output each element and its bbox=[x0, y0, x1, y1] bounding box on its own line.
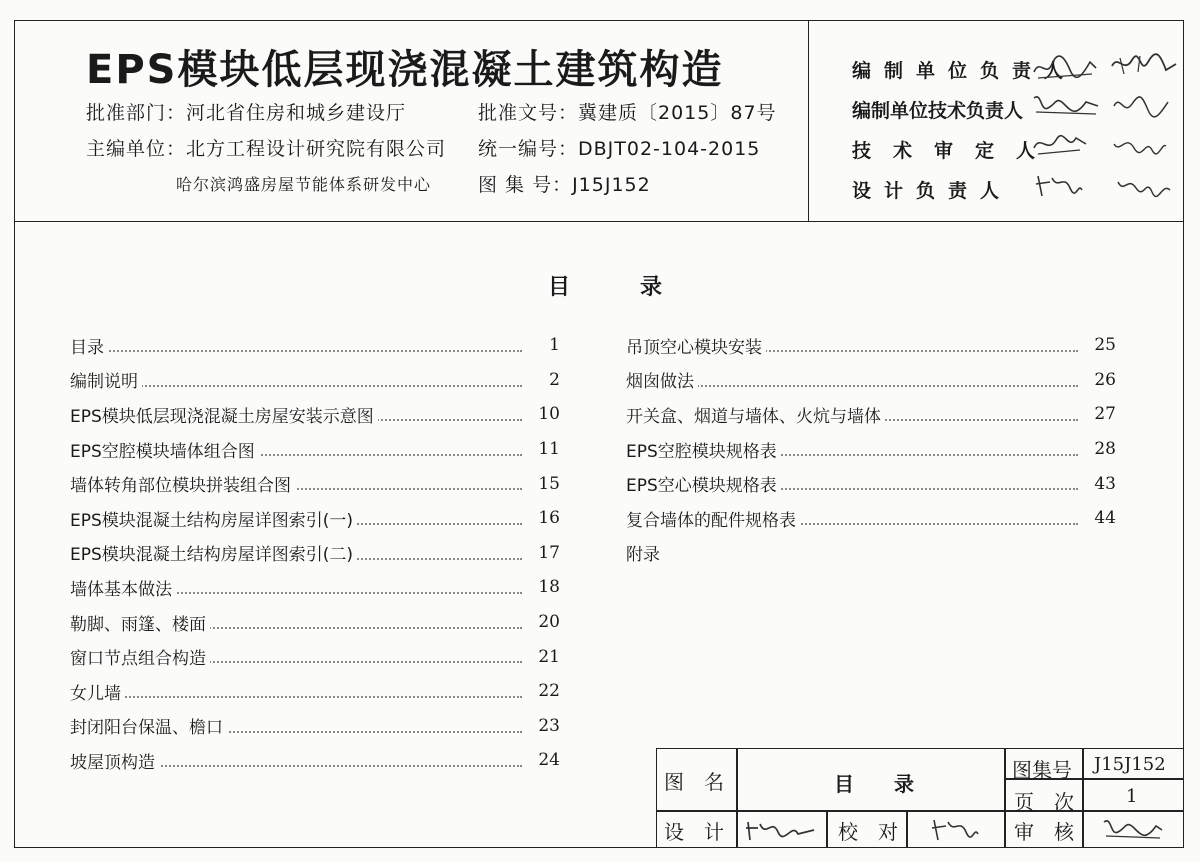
toc-entry-label: EPS模块混凝土结构房屋详图索引(一) bbox=[70, 506, 357, 531]
toc-entry bbox=[70, 709, 560, 744]
signature-image bbox=[1112, 92, 1172, 120]
toc-entry-page: 43 bbox=[1088, 474, 1116, 494]
toc-entry-label: 坡屋顶构造 bbox=[70, 748, 159, 773]
toc-entry-page: 11 bbox=[532, 439, 560, 459]
signature-image bbox=[1034, 170, 1084, 200]
atlas-number: 图 集 号：J15J152 bbox=[478, 174, 651, 196]
signature-image bbox=[744, 814, 820, 844]
toc-entry-label: 目录 bbox=[70, 333, 108, 358]
approval-dept: 批准部门：河北省住房和城乡建设厅 bbox=[86, 102, 407, 124]
toc-entry-page: 23 bbox=[532, 716, 560, 736]
toc-entry bbox=[70, 397, 560, 432]
title-block-line bbox=[736, 748, 738, 848]
header-divider bbox=[808, 20, 809, 222]
toc-entry-page: 15 bbox=[532, 474, 560, 494]
toc-entry bbox=[70, 536, 560, 571]
signature-image bbox=[1116, 172, 1172, 200]
toc-entry bbox=[70, 328, 560, 363]
title-block-line bbox=[906, 810, 908, 848]
toc-entry-page: 28 bbox=[1088, 439, 1116, 459]
atlas-title: EPS模块低层现浇混凝土建筑构造 bbox=[86, 47, 724, 93]
toc-entry-page: 16 bbox=[532, 508, 560, 528]
toc-entry bbox=[626, 328, 1116, 363]
toc-entry-page: 24 bbox=[532, 750, 560, 770]
toc-entry-label: 女儿墙 bbox=[70, 679, 125, 704]
toc-entry-page: 25 bbox=[1088, 335, 1116, 355]
toc-entry-page: 26 bbox=[1088, 370, 1116, 390]
toc-entry-page: 27 bbox=[1088, 404, 1116, 424]
toc-entry-label: 吊顶空心模块安装 bbox=[626, 333, 766, 358]
toc-entry-page: 20 bbox=[532, 612, 560, 632]
toc-entry-page: 18 bbox=[532, 577, 560, 597]
design-label: 设 计 bbox=[664, 820, 724, 844]
toc-entry-label: 烟囱做法 bbox=[626, 367, 698, 392]
toc-title-char: 目 bbox=[548, 275, 571, 300]
toc-entry-label: 封闭阳台保温、檐口 bbox=[70, 713, 227, 738]
toc-entry bbox=[626, 432, 1116, 467]
toc-entry-label: 窗口节点组合构造 bbox=[70, 644, 210, 669]
signature-image bbox=[1100, 814, 1164, 844]
toc-entry bbox=[70, 363, 560, 398]
role-design-lead: 设计负责人 bbox=[852, 180, 1013, 202]
toc-entry-label: 墙体基本做法 bbox=[70, 575, 176, 600]
toc-entry-label: EPS空心模块规格表 bbox=[626, 471, 781, 496]
toc-entry bbox=[70, 639, 560, 674]
title-block-line bbox=[826, 810, 828, 848]
approval-doc: 批准文号：冀建质〔2015〕87号 bbox=[478, 102, 777, 124]
check-label: 校 对 bbox=[838, 820, 898, 844]
toc-entry-label: EPS模块低层现浇混凝土房屋安装示意图 bbox=[70, 402, 378, 427]
title-block-line bbox=[1004, 748, 1006, 848]
toc-title bbox=[548, 270, 662, 301]
signature-image bbox=[1030, 52, 1100, 82]
toc-entry bbox=[70, 501, 560, 536]
toc-entry-label: EPS模块混凝土结构房屋详图索引(二) bbox=[70, 540, 357, 565]
toc-entry bbox=[70, 674, 560, 709]
toc-entry bbox=[626, 363, 1116, 398]
toc-entry bbox=[70, 743, 560, 778]
toc-entry bbox=[70, 432, 560, 467]
toc-left-column bbox=[70, 328, 560, 778]
role-tech-reviewer: 技术审定人 bbox=[852, 140, 1058, 162]
editor-unit-2: 哈尔滨鸿盛房屋节能体系研发中心 bbox=[176, 175, 432, 194]
toc-leader-dots bbox=[70, 696, 522, 698]
toc-entry bbox=[70, 570, 560, 605]
toc-entry-page: 10 bbox=[532, 404, 560, 424]
toc-entry-page: 1 bbox=[543, 335, 560, 355]
toc-entry bbox=[626, 536, 1116, 571]
toc-entry-label: 编制说明 bbox=[70, 367, 142, 392]
signature-image bbox=[1110, 50, 1180, 80]
title-block-line bbox=[1082, 748, 1084, 848]
signature-image bbox=[1112, 132, 1168, 160]
toc-leader-dots bbox=[70, 350, 522, 352]
toc-entry-label: 复合墙体的配件规格表 bbox=[626, 506, 800, 531]
toc-entry-label: 墙体转角部位模块拼装组合图 bbox=[70, 471, 295, 496]
toc-entry bbox=[626, 466, 1116, 501]
review-label: 审 核 bbox=[1014, 820, 1074, 844]
atlas-no-label: 图集号 bbox=[1012, 758, 1072, 782]
unified-number: 统一编号：DBJT02-104-2015 bbox=[478, 138, 761, 160]
signature-image bbox=[1030, 90, 1100, 120]
toc-entry-page: 22 bbox=[532, 681, 560, 701]
role-unit-head: 编制单位负责人 bbox=[852, 60, 1077, 82]
toc-entry-label: 开关盒、烟道与墙体、火炕与墙体 bbox=[626, 402, 885, 427]
drawing-name-value: 目 录 bbox=[834, 772, 914, 796]
role-unit-tech-head: 编制单位技术负责人 bbox=[852, 100, 1024, 122]
toc-entry bbox=[70, 466, 560, 501]
toc-entry-page: 44 bbox=[1088, 508, 1116, 528]
page-value: 1 bbox=[1126, 786, 1138, 807]
editor-unit: 主编单位：北方工程设计研究院有限公司 bbox=[86, 138, 447, 160]
toc-entry bbox=[626, 501, 1116, 536]
drawing-name-label: 图 名 bbox=[664, 770, 724, 794]
signature-image bbox=[930, 814, 980, 844]
toc-entry-label: EPS空腔模块墙体组合图 bbox=[70, 437, 259, 462]
toc-entry-page: 2 bbox=[543, 370, 560, 390]
page-label: 页 次 bbox=[1014, 790, 1074, 814]
toc-right-column bbox=[626, 328, 1116, 570]
toc-entry-label: EPS空腔模块规格表 bbox=[626, 437, 781, 462]
atlas-no-value: J15J152 bbox=[1094, 754, 1166, 775]
toc-entry-label: 附录 bbox=[626, 540, 664, 565]
toc-title-char: 录 bbox=[640, 275, 663, 300]
signature-image bbox=[1030, 130, 1090, 160]
toc-entry-label: 勒脚、雨篷、楼面 bbox=[70, 610, 210, 635]
toc-entry-page: 21 bbox=[532, 647, 560, 667]
toc-entry bbox=[626, 397, 1116, 432]
toc-entry bbox=[70, 605, 560, 640]
toc-entry-page: 17 bbox=[532, 543, 560, 563]
